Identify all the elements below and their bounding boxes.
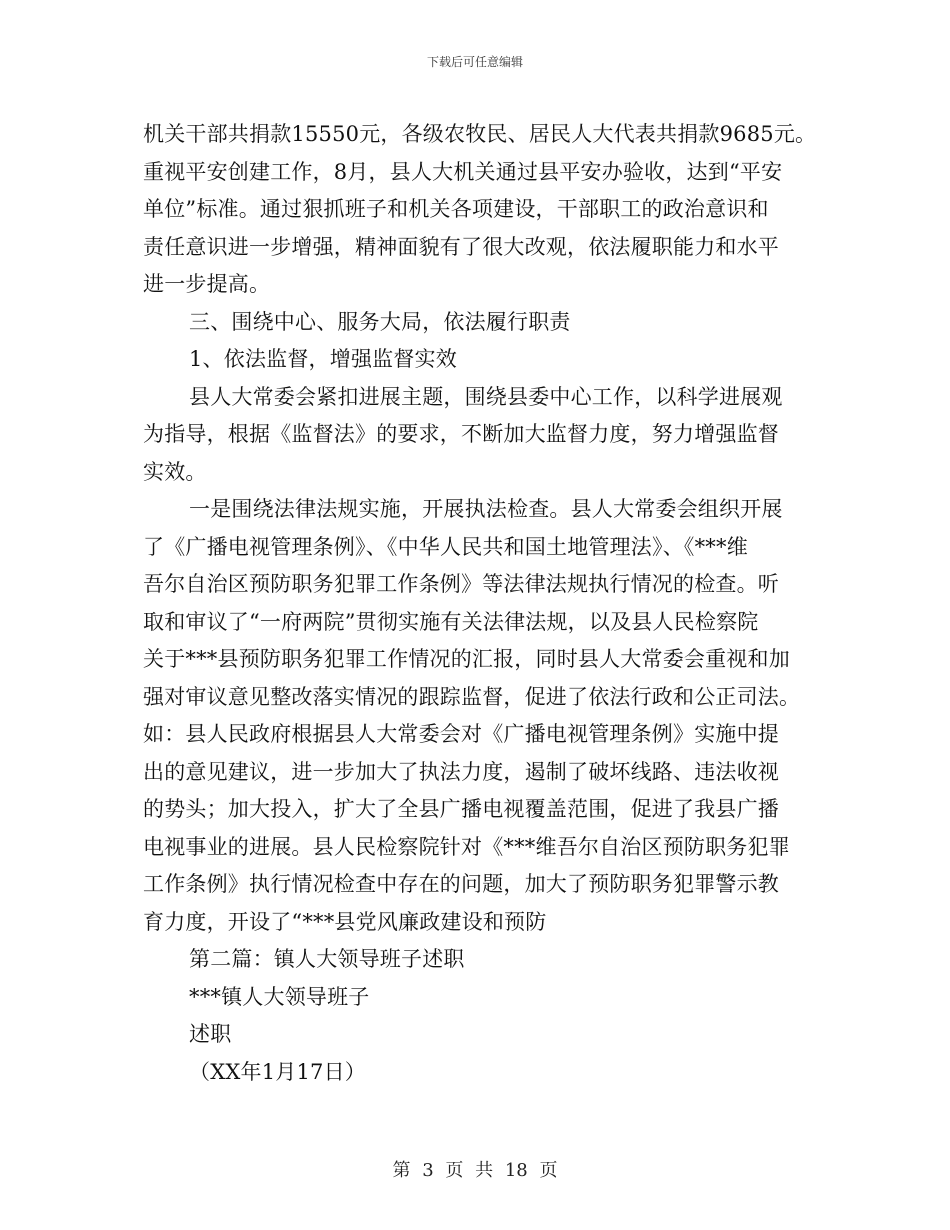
text-line: 育力度，开设了“***县党风廉政建设和预防: [143, 909, 547, 934]
text-line: 关于***县预防职务犯罪工作情况的汇报，同时县人大常委会重视和加: [143, 647, 790, 671]
text-line: 为指导，根据《监督法》的要求，不断加大监督力度，努力增强监督: [143, 422, 779, 446]
text-line: 了《广播电视管理条例》、《中华人民共和国土地管理法》、《***维: [143, 534, 748, 559]
text-line: 出的意见建议，进一步加大了执法力度，遏制了破坏线路、违法收视: [143, 759, 779, 784]
text-line: 重视平安创建工作，8月，县人大机关通过县平安办验收，达到“平安: [143, 159, 783, 184]
text-line: 县人大常委会紧扣进展主题，围绕县委中心工作，以科学进展观: [189, 384, 783, 409]
text-line: （XX年1月17日）: [189, 1059, 366, 1084]
text-line: 如：县人民政府根据县人大常委会对《广播电视管理条例》实施中提: [143, 722, 779, 746]
text-line: 三、围绕中心、服务大局，依法履行职责: [189, 309, 571, 334]
text-line: ***镇人大领导班子: [189, 984, 370, 1009]
text-line: 进一步提高。: [143, 272, 271, 296]
text-line: 工作条例》执行情况检查中存在的问题，加大了预防职务犯罪警示教: [143, 872, 779, 896]
text-line: 单位”标准。通过狠抓班子和机关各项建设，干部职工的政治意识和: [143, 197, 769, 221]
text-line: 电视事业的进展。县人民检察院针对《***维吾尔自治区预防职务犯罪: [143, 834, 790, 859]
text-line: 责任意识进一步增强，精神面貌有了很大改观，依法履职能力和水平: [143, 234, 779, 259]
text-line: 述职: [189, 1022, 232, 1046]
text-line: 吾尔自治区预防职务犯罪工作条例》等法律法规执行情况的检查。听: [143, 572, 779, 596]
page-header: 下载后可任意编辑: [426, 55, 523, 69]
text-line: 第二篇：镇人大领导班子述职: [189, 947, 465, 971]
text-line: 1、依法监督，增强监督实效: [189, 347, 457, 371]
page-footer: 第 3 页 共 18 页: [392, 1160, 558, 1181]
text-line: 强对审议意见整改落实情况的跟踪监督，促进了依法行政和公正司法。: [143, 684, 801, 709]
document-body: [143, 116, 823, 1091]
text-line: 一是围绕法律法规实施，开展执法检查。县人大常委会组织开展: [189, 497, 783, 521]
text-line: 机关干部共捐款15550元，各级农牧民、居民人大代表共捐款9685元。: [143, 122, 817, 146]
text-line: 实效。: [143, 459, 207, 484]
text-line: 的势头；加大投入，扩大了全县广播电视覆盖范围，促进了我县广播: [143, 797, 779, 821]
text-line: 取和审议了“一府两院”贯彻实施有关法律法规，以及县人民检察院: [143, 609, 759, 634]
